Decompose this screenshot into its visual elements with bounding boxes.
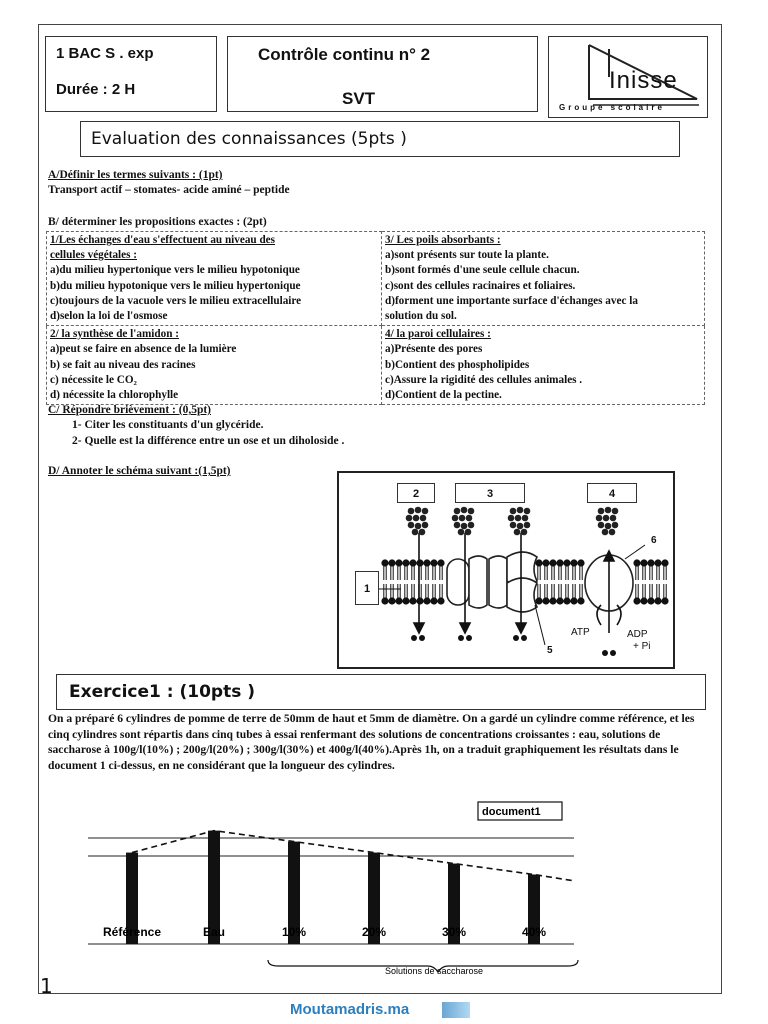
lipid-head bbox=[437, 584, 444, 605]
part-c-heading: C/ Répondre brièvement : (0,5pt) bbox=[48, 404, 211, 416]
option: b) se fait au niveau des racines bbox=[50, 358, 196, 371]
question-3-cell bbox=[382, 232, 705, 326]
subject-label: SVT bbox=[342, 89, 376, 108]
lipid-head bbox=[388, 584, 395, 605]
lipid-head bbox=[570, 559, 577, 580]
lipid-head bbox=[661, 584, 668, 605]
section-title: Evaluation des connaissances (5pts ) bbox=[91, 129, 407, 149]
lipid-head bbox=[549, 559, 556, 580]
diagram-label-3: 3 bbox=[455, 483, 525, 503]
adp-label: ADP bbox=[627, 629, 648, 640]
option: d)Contient de la pectine. bbox=[385, 389, 502, 402]
diagram-label-2: 2 bbox=[397, 483, 435, 503]
class-info-box bbox=[45, 36, 217, 112]
lipid-head bbox=[409, 559, 416, 580]
atp-label: ATP bbox=[571, 627, 590, 638]
option: c)sont des cellules racinaires et foliaires. bbox=[385, 279, 576, 292]
lipid-head bbox=[647, 584, 654, 605]
exam-title-box bbox=[227, 36, 538, 112]
option: c) nécessite le CO₂ bbox=[50, 373, 137, 386]
membrane-diagram bbox=[337, 471, 675, 669]
lipid-head bbox=[556, 559, 563, 580]
lipid-head bbox=[647, 559, 654, 580]
exercise-text: On a préparé 6 cylindres de pomme de terre de 50mm de haut et 5mm de diamètre. On a gardé un cylindre comme référence, et les cinq cylindres sont répartis dans cinq tubes à essai renfermant des solutions de concentrations croissantes : eau, solutions de saccharose à 100g/l(10%) ; 200g/l(20%) ; 300g/l(30%) et 400g/l(40%).Après 1h, on a traduit graphiquement les résultats dans le document 1 ci-dessus, en ne considérant que la longueur des cylindres. bbox=[48, 712, 695, 772]
logo-word: Inisse bbox=[609, 67, 678, 94]
school-logo bbox=[548, 36, 708, 118]
part-a-heading: A/Définir les termes suivants : (1pt) bbox=[48, 169, 223, 181]
lipid-head bbox=[402, 584, 409, 605]
chart-title: document1 bbox=[482, 806, 541, 818]
lipid-head bbox=[556, 584, 563, 605]
option: a)peut se faire en absence de la lumière bbox=[50, 343, 237, 356]
question-2-title: 2/ la synthèse de l'amidon : bbox=[50, 328, 179, 341]
lipid-head bbox=[640, 559, 647, 580]
lipid-head bbox=[409, 584, 416, 605]
x-tick-label: Référence bbox=[102, 925, 162, 939]
duration-label: Durée : 2 H bbox=[56, 81, 136, 98]
pi-label: + Pi bbox=[633, 641, 651, 652]
x-axis-label: Solutions de saccharose bbox=[384, 966, 484, 976]
lipid-head bbox=[437, 559, 444, 580]
option: a)sont présents sur toute la plante. bbox=[385, 249, 549, 262]
option: d)selon la loi de l'osmose bbox=[50, 310, 168, 323]
diagram-label-4: 4 bbox=[587, 483, 637, 503]
exam-title: Contrôle continu n° 2 bbox=[258, 45, 431, 64]
option: a)Présente des pores bbox=[385, 343, 483, 356]
exercise-title: Exercice1 : (10pts ) bbox=[69, 682, 255, 702]
section-title-box bbox=[80, 121, 680, 157]
document1-chart bbox=[78, 796, 584, 976]
exercise-title-box bbox=[56, 674, 706, 710]
lipid-head bbox=[423, 584, 430, 605]
lipid-head bbox=[430, 584, 437, 605]
option: c)toujours de la vacuole vers le milieu extracellulaire bbox=[50, 294, 302, 307]
class-label: 1 BAC S . exp bbox=[56, 45, 154, 62]
lipid-head bbox=[661, 559, 668, 580]
lipid-head bbox=[633, 584, 640, 605]
lipid-head bbox=[563, 584, 570, 605]
lipid-head bbox=[381, 584, 388, 605]
lipid-head bbox=[563, 559, 570, 580]
lipid-head bbox=[577, 559, 584, 580]
lipid-head bbox=[549, 584, 556, 605]
question-3-title: 3/ Les poils absorbants : bbox=[385, 234, 501, 246]
lipid-head bbox=[395, 559, 402, 580]
lipid-head bbox=[640, 584, 647, 605]
logo-subtitle: Groupe scolaire bbox=[559, 103, 665, 112]
lipid-head bbox=[388, 559, 395, 580]
lipid-head bbox=[381, 559, 388, 580]
page-number: 1 bbox=[40, 974, 53, 998]
part-b-heading: B/ déterminer les propositions exactes : (2pt) bbox=[48, 216, 267, 228]
lipid-head bbox=[542, 584, 549, 605]
diagram-label-5: 5 bbox=[547, 645, 553, 656]
lipid-head bbox=[416, 584, 423, 605]
part-a-terms: Transport actif – stomates- acide aminé – peptide bbox=[48, 184, 290, 196]
lipid-head bbox=[633, 559, 640, 580]
question-4-cell bbox=[382, 326, 705, 405]
lipid-head bbox=[654, 559, 661, 580]
x-tick-label: 30% bbox=[441, 925, 467, 939]
diagram-label-1: 1 bbox=[355, 571, 379, 605]
option: d) nécessite la chlorophylle bbox=[50, 389, 179, 402]
option: a)du milieu hypertonique vers le milieu hypotonique bbox=[50, 264, 300, 277]
part-c-item-2: 2- Quelle est la différence entre un ose et un diholoside . bbox=[72, 435, 345, 447]
option: b)Contient des phospholipides bbox=[385, 358, 530, 371]
option: solution du sol. bbox=[385, 310, 457, 323]
question-1-title-cont: cellules végétales : bbox=[50, 249, 137, 262]
lipid-head bbox=[654, 584, 661, 605]
site-watermark: Moutamadris.ma bbox=[290, 1001, 410, 1018]
lipid-head bbox=[577, 584, 584, 605]
diagram-label-6: 6 bbox=[651, 535, 657, 546]
lipid-head bbox=[542, 559, 549, 580]
part-c-item-1: 1- Citer les constituants d'un glycéride. bbox=[72, 419, 264, 431]
x-tick-label: 20% bbox=[361, 925, 387, 939]
lipid-head bbox=[402, 559, 409, 580]
lipid-head bbox=[430, 559, 437, 580]
option: d)forment une importante surface d'échanges avec la bbox=[385, 294, 638, 307]
propositions-table bbox=[46, 231, 705, 405]
question-1-cell bbox=[47, 232, 382, 326]
option: b)du milieu hypotonique vers le milieu hypertonique bbox=[50, 279, 301, 292]
lipid-head bbox=[570, 584, 577, 605]
lipid-head bbox=[416, 559, 423, 580]
lipid-head bbox=[535, 584, 542, 605]
option: b)sont formés d'une seule cellule chacun. bbox=[385, 264, 580, 277]
watermark-graphic bbox=[442, 1002, 470, 1018]
lipid-head bbox=[395, 584, 402, 605]
part-d-heading: D/ Annoter le schéma suivant :(1,5pt) bbox=[48, 465, 231, 477]
lipid-head bbox=[535, 559, 542, 580]
lipid-head bbox=[423, 559, 430, 580]
question-2-cell bbox=[47, 326, 382, 405]
option: c)Assure la rigidité des cellules animales . bbox=[385, 373, 583, 386]
x-tick-label: 10% bbox=[281, 925, 307, 939]
x-tick-label: Eau bbox=[202, 925, 226, 939]
x-tick-label: 40% bbox=[521, 925, 547, 939]
question-4-title: 4/ la paroi cellulaires : bbox=[385, 328, 491, 341]
question-1-title: 1/Les échanges d'eau s'effectuent au niveau des bbox=[50, 234, 275, 246]
